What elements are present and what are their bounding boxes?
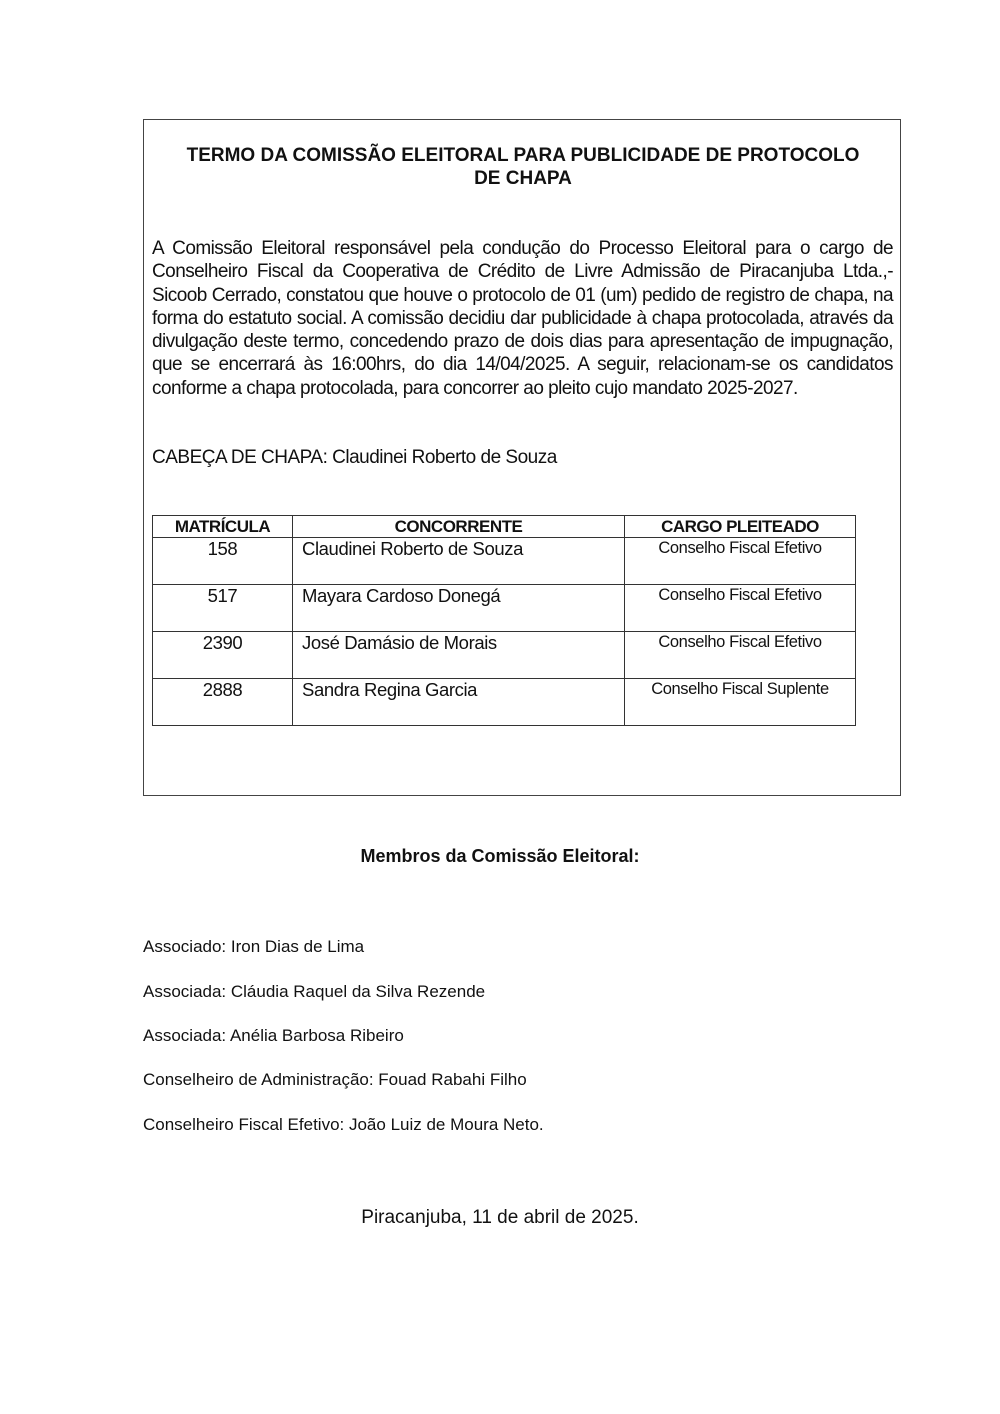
cell-concorrente: Sandra Regina Garcia bbox=[293, 679, 625, 726]
member-item: Associado: Iron Dias de Lima bbox=[143, 937, 365, 956]
column-header-cargo: CARGO PLEITEADO bbox=[625, 516, 856, 538]
place-date-signoff: Piracanjuba, 11 de abril de 2025. bbox=[361, 1207, 639, 1228]
table-row bbox=[153, 538, 856, 585]
candidates-table bbox=[152, 515, 856, 726]
members-title: Membros da Comissão Eleitoral: bbox=[360, 846, 640, 866]
column-header-concorrente: CONCORRENTE bbox=[293, 516, 625, 538]
body-paragraph: A Comissão Eleitoral responsável pela condução do Processo Eleitoral para o cargo de Conselheiro Fiscal da Cooperativa de Crédito de Livre Admissão de Piracanjuba Ltda.,- Sicoob Cerrado, constatou que houve o protocolo de 01 (um) pedido de registro de chapa, na forma do estatuto social. A comissão decidiu dar publicidade à chapa protocolada, através da divulgação deste termo, concedendo prazo de dois dias para apresentação de impugnação, que se encerrará às 16:00hrs, do dia 14/04/2025. A seguir, relacionam-se os candidatos conforme a chapa protocolada, para concorrer ao pleito cujo mandato 2025-2027. bbox=[152, 238, 893, 399]
member-item: Associada: Anélia Barbosa Ribeiro bbox=[143, 1026, 404, 1045]
cell-matricula: 158 bbox=[153, 538, 293, 585]
cell-concorrente: Mayara Cardoso Donegá bbox=[293, 585, 625, 632]
cell-cargo: Conselho Fiscal Efetivo bbox=[625, 585, 856, 632]
cell-cargo: Conselho Fiscal Efetivo bbox=[625, 538, 856, 585]
table-row bbox=[153, 632, 856, 679]
member-item: Conselheiro Fiscal Efetivo: João Luiz de Moura Neto. bbox=[143, 1115, 544, 1134]
column-header-matricula: MATRÍCULA bbox=[153, 516, 293, 538]
cell-matricula: 2888 bbox=[153, 679, 293, 726]
cell-concorrente: Claudinei Roberto de Souza bbox=[293, 538, 625, 585]
table-row bbox=[153, 585, 856, 632]
table-row bbox=[153, 679, 856, 726]
cell-cargo: Conselho Fiscal Efetivo bbox=[625, 632, 856, 679]
head-of-slate: CABEÇA DE CHAPA: Claudinei Roberto de Souza bbox=[152, 447, 557, 468]
cell-cargo: Conselho Fiscal Suplente bbox=[625, 679, 856, 726]
cell-matricula: 2390 bbox=[153, 632, 293, 679]
member-item: Associada: Cláudia Raquel da Silva Rezende bbox=[143, 982, 486, 1001]
document-title-line-2: DE CHAPA bbox=[474, 168, 572, 189]
member-item: Conselheiro de Administração: Fouad Rabahi Filho bbox=[143, 1070, 527, 1089]
table-header-row bbox=[153, 516, 856, 538]
document-title-line-1: TERMO DA COMISSÃO ELEITORAL PARA PUBLICIDADE DE PROTOCOLO bbox=[186, 145, 860, 166]
document-title bbox=[153, 144, 893, 190]
cell-matricula: 517 bbox=[153, 585, 293, 632]
cell-concorrente: José Damásio de Morais bbox=[293, 632, 625, 679]
